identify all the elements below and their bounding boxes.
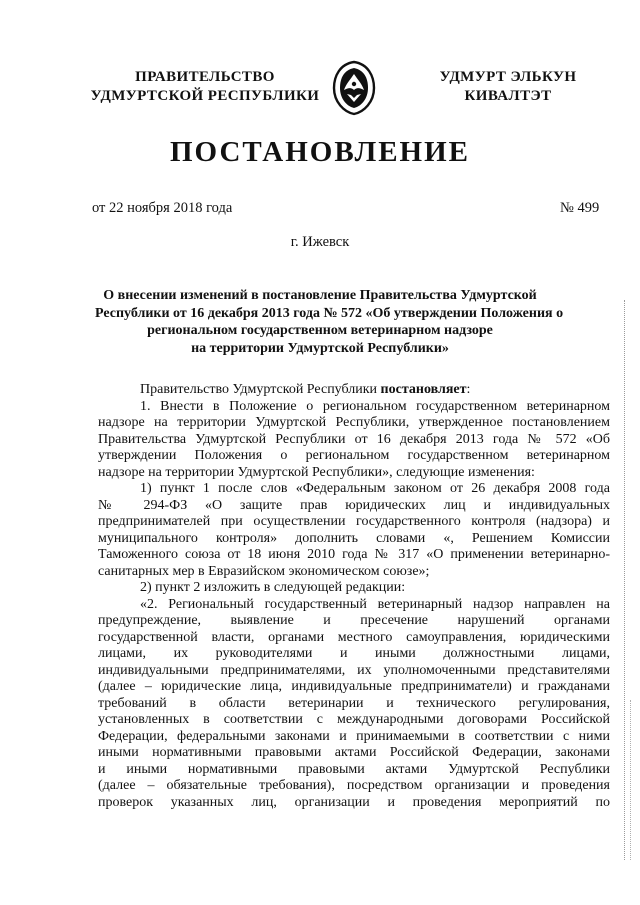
header-right-block [418,68,598,106]
body-line: надзоре на территории Удмуртской Республики, утвержденное постановлением [98,415,610,430]
body-line: проверок указанных лиц, организации и проведения мероприятий по [98,794,610,810]
body-line: Федерации, федеральными законами и принимаемыми в соответствии с ними [98,728,610,744]
body-line: Правительства Удмуртской Республики от 16 декабря 2013 года № 572 «Об [98,431,610,447]
subject-line: на территории Удмуртской Республики» [191,340,449,356]
intro-colon: : [466,382,471,397]
header-right-line2: КИВАЛТЭТ [464,88,552,104]
body-intro [98,382,610,399]
body-line: 1. Внести в Положение о региональном государственном ветеринарном [140,398,610,414]
document-title: ПОСТАНОВЛЕНИЕ [169,136,470,168]
header-left-block [80,68,330,106]
body-line: утверждении Положения о региональном государственном ветеринарном [98,448,610,463]
subject-line: региональном государственном ветеринарном надзоре [147,323,493,339]
intro-text: Правительство Удмуртской Республики [140,382,381,397]
body-line: индивидуальными предпринимателями, их уполномоченными представителями [98,662,610,678]
subject-line: О внесении изменений в постановление Правительства Удмуртской [103,288,537,303]
body-line: «2. Региональный государственный ветеринарный надзор направлен на [140,596,610,612]
scan-edge-artifact [630,700,632,860]
body-line: требований в области ветеринарии и технического регулирования, [98,695,610,711]
coat-of-arms-icon [330,60,378,116]
body-line: предупреждение, выявление и пресечение нарушений органами [98,613,610,628]
header-left-line2: УДМУРТСКОЙ РЕСПУБЛИКИ [90,88,320,104]
body-line: установленных в соответствии с международными договорами Российской [98,712,610,727]
body-line: иными нормативными правовыми актами Российской Федерации, законами [98,745,610,760]
body-line: государственной власти, органами местного самоуправления, юридическими [98,629,610,645]
body-line: санитарных мер в Евразийском экономическом союзе»; [98,563,430,579]
body-line: муниципального контроля» дополнить словами «, Решением Комиссии [98,530,610,546]
body-line: 1) пункт 1 после слов «Федеральным законом от 26 декабря 2008 года [140,481,610,496]
body-line: (далее – обязательные требования), посредством организации и проведения [98,778,610,793]
body-line: лицами, их руководителями и иными должностными лицами, [98,646,610,661]
intro-verb: постановляет [380,382,467,397]
body-line: предпринимателей при осуществлении государственного контроля (надзора) и [98,514,610,529]
body-line: (далее – юридические лица, индивидуальные предприниматели) и гражданами [98,679,610,694]
body-line: и иными нормативными правовыми актами Удмуртской Республики [98,761,610,777]
body-line: 2) пункт 2 изложить в следующей редакции: [140,580,406,595]
body-line: № 294-ФЗ «О защите прав юридических лиц и индивидуальных [98,497,610,513]
document-subject [95,287,564,357]
document-number: № 499 [560,200,600,216]
subject-line: Республики от 16 декабря 2013 года № 572 «Об утверждении Положения о [95,305,564,321]
scan-edge-artifact [624,300,626,860]
document-city: г. Ижевск [290,234,350,250]
body-line: надзоре на территории Удмуртской Республики», следующие изменения: [98,464,535,480]
document-date: от 22 ноября 2018 года [92,200,233,216]
header-right-line1: УДМУРТ ЭЛЬКУН [439,69,577,85]
body-line: Таможенного союза от 18 июня 2010 года № 317 «О применении ветеринарно- [98,547,610,562]
document-body [98,382,610,811]
header-left-line1: ПРАВИТЕЛЬСТВО [135,69,275,85]
